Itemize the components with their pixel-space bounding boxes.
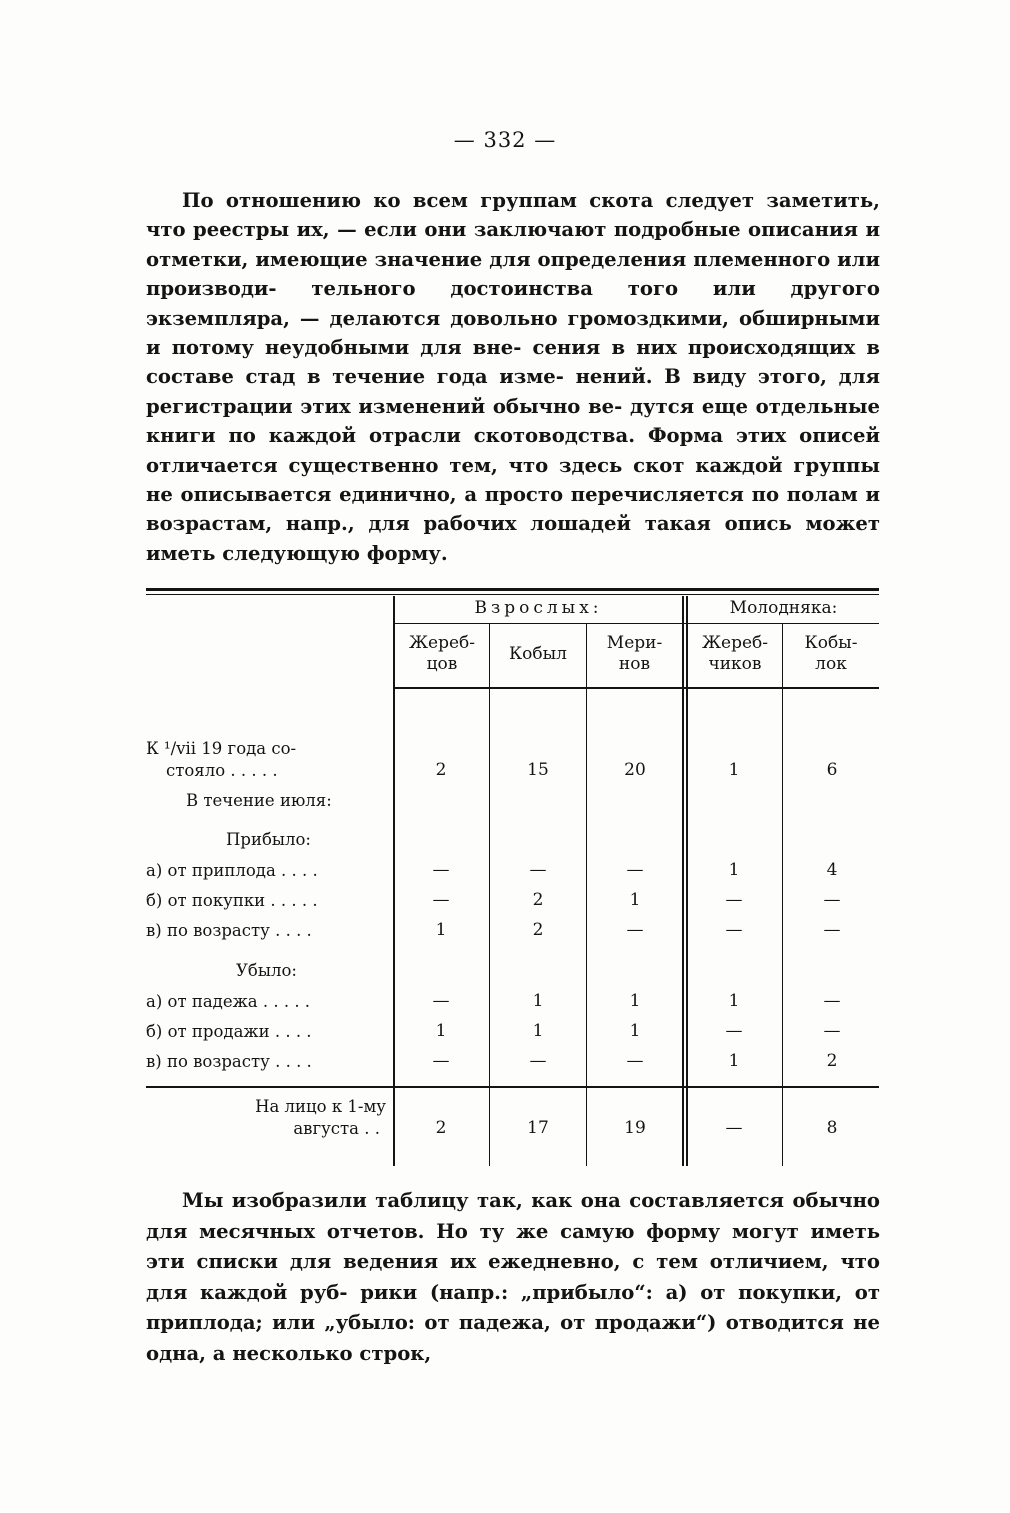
table-top-rule-thin xyxy=(146,594,879,595)
table-divider xyxy=(686,596,688,1166)
table-cell: 2 xyxy=(532,890,544,910)
table-cell: 4 xyxy=(826,860,838,880)
table-cell: — xyxy=(432,860,450,880)
table-cell: 1 xyxy=(435,920,447,940)
table-divider xyxy=(489,624,490,1166)
table-divider xyxy=(782,624,783,1166)
text-line: дутся еще отдельные книги по каждой отрасли скотоводства. xyxy=(146,394,880,448)
table-cell: — xyxy=(432,890,450,910)
table-top-rule xyxy=(146,588,879,591)
text-line: по полам и возрастам, напр., для рабочих лошадей такая опись xyxy=(146,483,880,536)
text-line: для ведения их ежедневно, с тем отличием, что для каждой руб- xyxy=(146,1250,881,1304)
column-header-line: Мери- xyxy=(606,633,663,653)
table-cell: 6 xyxy=(826,760,838,780)
column-header-stallions xyxy=(395,633,489,675)
row-label-line: августа . . xyxy=(293,1119,380,1138)
table-cell: — xyxy=(823,920,841,940)
text-line: от падежа, от продажи“) отводится не одна, а несколько строк, xyxy=(146,1311,880,1365)
column-header-line: чиков xyxy=(708,654,762,674)
column-header-line: Кобыл xyxy=(509,644,567,664)
table-cell: 19 xyxy=(624,1118,646,1138)
table-cell: — xyxy=(626,1051,644,1071)
table-cell: — xyxy=(725,920,743,940)
row-label-during: В течение июля: xyxy=(186,791,332,810)
table-divider xyxy=(393,596,395,1166)
text-line: рики (напр.: „прибыло“: а) от покупки, от приплода; или „убыло: xyxy=(146,1280,880,1334)
table-cell: 2 xyxy=(435,760,447,780)
text-line: сения в них происходящих в составе стад в течение года изме- xyxy=(146,336,880,389)
column-header-line: лок xyxy=(815,654,847,674)
text-line: Форма этих описей отличается существенно тем, что здесь скот xyxy=(146,424,880,477)
table-cell: — xyxy=(725,1118,743,1138)
group-header-adults: Взрослых: xyxy=(474,598,603,618)
row-label: б) от покупки . . . . . xyxy=(146,891,318,910)
table-cell: 17 xyxy=(527,1118,549,1138)
row-label: в) по возрасту . . . . xyxy=(146,921,312,940)
column-header-mares xyxy=(490,644,586,665)
table-cell: — xyxy=(823,890,841,910)
table-cell: — xyxy=(626,860,644,880)
table-cell: 15 xyxy=(527,760,549,780)
text-line: месячных отчетов. Но ту же самую форму могут иметь эти списки xyxy=(146,1219,881,1273)
table-cell: — xyxy=(529,1051,547,1071)
row-label-line: стояло . . . . . xyxy=(166,761,278,780)
row-label-arrived-head: Прибыло: xyxy=(226,830,311,849)
total-rule xyxy=(146,1086,879,1088)
table-cell: 8 xyxy=(826,1118,838,1138)
column-header-line: нов xyxy=(618,654,651,674)
row-label-start xyxy=(146,738,392,782)
table-cell: — xyxy=(725,1021,743,1041)
text-line: тельного достоинства того или другого экземпляра, — делаются xyxy=(146,277,881,330)
row-label: а) от падежа . . . . . xyxy=(146,992,311,1011)
table-cell: 2 xyxy=(826,1051,838,1071)
table-cell: 1 xyxy=(629,1021,641,1041)
table-cell: 20 xyxy=(624,760,646,780)
paragraph-intro xyxy=(146,186,880,568)
table-cell: 2 xyxy=(532,920,544,940)
row-label-line: К ¹/vii 19 года со- xyxy=(146,739,297,758)
column-header-line: цов xyxy=(426,654,458,674)
table-cell: — xyxy=(432,1051,450,1071)
table-cell: 1 xyxy=(629,991,641,1011)
row-label: б) от продажи . . . . xyxy=(146,1022,312,1041)
column-header-line: Кобы- xyxy=(804,633,858,653)
text-line: довольно громоздкими, обширными и потому неудобными для вне- xyxy=(146,306,880,360)
page-number: — 332 — xyxy=(453,128,557,152)
table-cell: 1 xyxy=(532,1021,544,1041)
group-header-young: Молодняка: xyxy=(729,598,838,618)
table-cell: — xyxy=(725,890,743,910)
group-header-rule xyxy=(395,623,879,624)
table-divider xyxy=(586,624,587,1166)
text-line: каждой группы не описывается единично, а просто перечисляется xyxy=(146,453,881,507)
column-header-line: Жереб- xyxy=(701,633,769,653)
text-line: нений. В виду этого, для регистрации этих изменений обычно ве- xyxy=(146,365,880,418)
table-cell: 2 xyxy=(435,1118,447,1138)
row-label: в) по возрасту . . . . xyxy=(146,1052,312,1071)
table-cell: 1 xyxy=(728,760,740,780)
header-bottom-rule xyxy=(395,687,879,689)
table-cell: 1 xyxy=(629,890,641,910)
text-line: имеющие значение для определения племенного или производи- xyxy=(146,247,880,301)
text-line: реестры их, — если они заключают подробные описания и отметки, xyxy=(146,218,880,271)
table-cell: — xyxy=(529,860,547,880)
livestock-table xyxy=(146,588,879,1168)
table-cell: 1 xyxy=(728,991,740,1011)
column-header-line: Жереб- xyxy=(408,633,476,653)
column-header-fillies xyxy=(783,633,879,675)
row-label-line: На лицо к 1-му xyxy=(255,1097,386,1116)
table-cell: — xyxy=(823,1021,841,1041)
column-header-colts xyxy=(688,633,782,675)
table-cell: — xyxy=(626,920,644,940)
table-cell: — xyxy=(432,991,450,1011)
text-line: Мы изобразили таблицу так, как она составляется обычно для xyxy=(146,1189,880,1243)
text-line: может иметь следующую форму. xyxy=(146,512,880,565)
paragraph-after-table xyxy=(146,1186,880,1369)
table-cell: 1 xyxy=(532,991,544,1011)
row-label-departed-head: Убыло: xyxy=(236,961,297,980)
table-cell: — xyxy=(823,991,841,1011)
table-cell: 1 xyxy=(728,860,740,880)
row-label: а) от приплода . . . . xyxy=(146,861,318,880)
text-line: По отношению ко всем группам скота следует заметить, что xyxy=(146,189,880,242)
column-header-geldings xyxy=(587,633,682,675)
row-label-total xyxy=(146,1096,386,1140)
table-divider xyxy=(682,596,684,1166)
table-cell: 1 xyxy=(728,1051,740,1071)
table-cell: 1 xyxy=(435,1021,447,1041)
